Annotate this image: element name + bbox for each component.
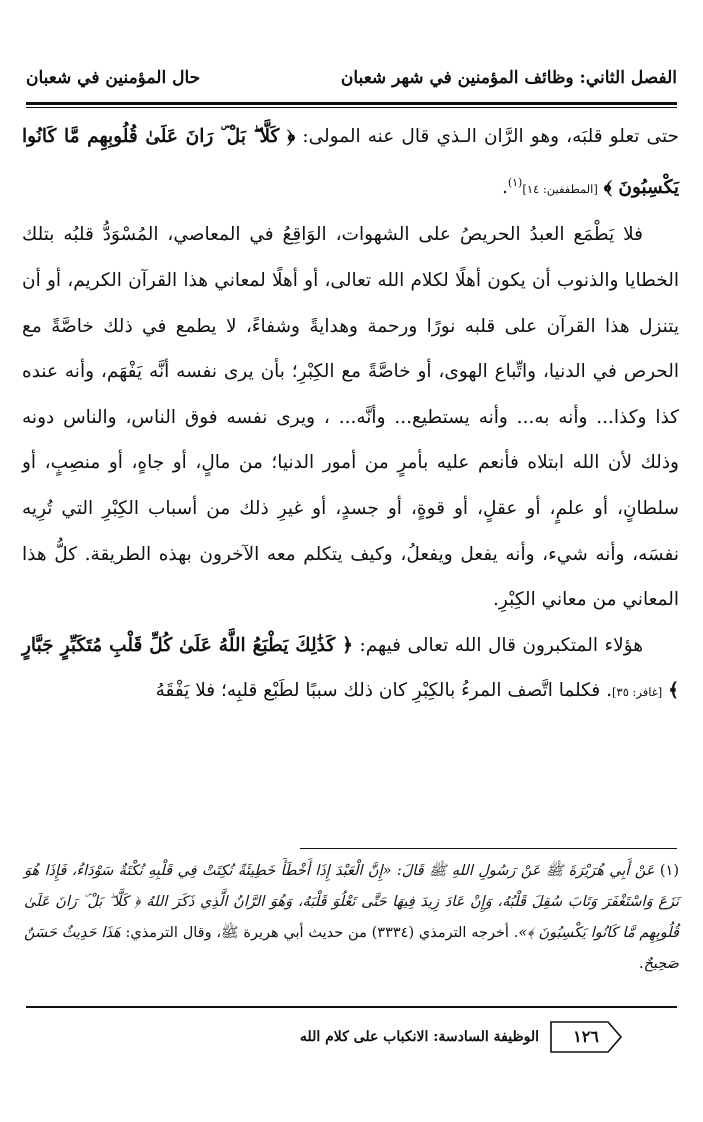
footnote-end: . [638,956,644,972]
footnote-1 [24,856,679,980]
footnote-marker: (١) [659,863,679,879]
section-title: حال المؤمنين في شعبان [26,68,201,88]
page-number: ١٢٦ [573,1027,599,1046]
paragraph-2: فلا يَطْمَع العبدُ الحريصُ على الشهوات، الوَاقِعُ في المعاصي، المُسْوَدُّ قلبُه بتلك الخطايا والذنوب أن يكون أهلًا لكلام الله تعالى، أو أهلًا لمعاني هذا القرآن الكريم، أو أن يتنزل هذا القرآن على قلبه نورًا ورحمة وهدايةً وشفاءً، لا يطمع في ذلك خاصَّةً مع الحرص في الدنيا، واتِّباع الهوى، أو خاصَّةً مع الكِبْرِ؛ بأن يرى نفسه أنَّه يَفْهَم، وأنه عنده كذا وكذا... وأنه به... وأنه يستطيع... وأنَّه... ، ويرى نفسه فوق الناس، والناس دونه وذلك لأن الله ابتلاه فأنعم عليه بأمرٍ من أمور الدنيا؛ من مالٍ، أو جاهٍ، أو منصِبٍ، أو سلطانٍ، أو علمٍ، أو عقلٍ، أو قوةٍ، أو جسدٍ، أو غيرِ ذلك من أسباب الكِبْرِ التي تُرِيه نفسَه، وأنه شيء، وأنه يفعل ويفعلُ، وكيف يتكلم معه الآخرون بهذه الطريقة. كلُّ هذا المعاني من معاني الكِبْرِ. [22,224,679,611]
paragraph-3 [22,623,679,716]
header-rule-thin [26,107,677,108]
footer-rule [26,1006,677,1008]
hadith-grade: هَذَا حَدِيثٌ حَسَنٌ صَحِيحٌ [24,925,679,972]
paragraph-1 [22,114,679,212]
page-number-tab [550,1021,622,1053]
footer-title: الوظيفة السادسة: الانكباب على كلام الله [299,1029,539,1045]
hadith-text: عَنْ أَبِي هُرَيْرَةَ ﷺ عَنْ رَسُولِ اللهِ ﷺ قَالَ: «إِنَّ الْعَبْدَ إِذَا أَخْطَأَ خَطِيئَةً نُكِتَتْ فِي قَلْبِهِ نُكْتَةٌ سَوْدَاءُ، فَإِذَا هُوَ نَزَعَ وَاسْتَغْفَرَ وَتَابَ سُقِلَ قَلْبُهُ، وَإِنْ عَادَ زِيدَ فِيهَا حَتَّى تَعْلُوَ قَلْبَهُ، وَهُوَ الرَّانُ الَّذِي ذَكَرَ اللهُ ﴿ كَلَّا ۖ بَلْ ۜ رَانَ عَلَىٰ قُلُوبِهِم مَّا كَانُوا يَكْسِبُونَ ﴾». [24,863,679,941]
paragraph-1-end: . [501,176,508,198]
chapter-title: الفصل الثاني: وظائف المؤمنين في شهر شعبان [340,68,677,88]
running-header [26,64,677,104]
main-text [22,114,679,716]
quran-verse-mutaffifin: ﴿ كَلَّا ۖ بَلْ ۜ رَانَ عَلَىٰ قُلُوبِهِم مَّا كَانُوا يَكْسِبُونَ ﴾ [22,126,679,198]
paragraph-3-end: . فكلما اتَّصف المرءُ بالكِبْرِ كان ذلك سببًا لطَبْع قلبِه؛ فلا يَفْقَهُ [155,680,613,702]
footnote [24,856,679,980]
verse-reference-ghafir: [غافر: ٣٥] [612,685,663,700]
footnote-separator [300,848,677,849]
paragraph-3-text: هؤلاء المتكبرون قال الله تعالى فيهم: [353,634,644,656]
footnote-marker-ref[interactable]: (١) [507,175,523,189]
header-rule-thick [26,102,677,105]
verse-reference-mutaffifin: [المطففين: ١٤] [522,181,598,196]
paragraph-1-text: حتى تعلو قلبَه، وهو الرَّان الـذي قال عنه المولى: [295,126,679,147]
hadith-source: أخرجه الترمذي (٣٣٣٤) من حديث أبي هريرة ﷺ، وقال الترمذي: [120,925,514,941]
quran-verse-ghafir: ﴿ كَذَٰلِكَ يَطْبَعُ اللَّهُ عَلَىٰ كُلِّ قَلْبِ مُتَكَبِّرٍ جَبَّارٍ ﴾ [22,634,679,702]
